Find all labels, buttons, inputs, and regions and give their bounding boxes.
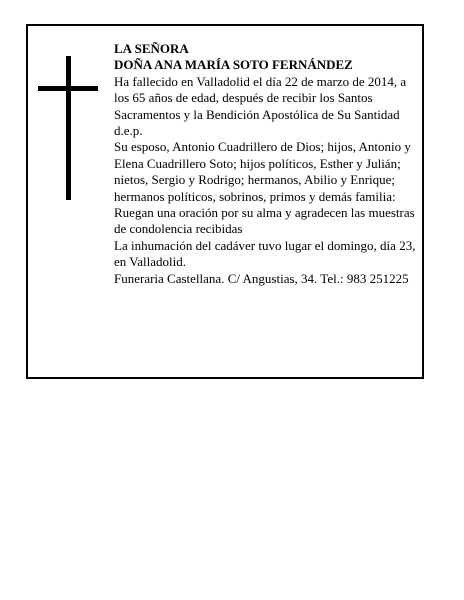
death-announcement: Ha fallecido en Valladolid el día 22 de marzo de 2014, a los 65 años de edad, después de recibir los Santos Sacramentos y la Bendición Apostólica de Su Santidad d.e.p.	[114, 73, 407, 139]
latin-cross-icon	[38, 56, 98, 200]
family-list: Su esposo, Antonio Cuadrillero de Dios; hijos, Antonio y Elena Cuadrillero Soto; hijos políticos, Esther y Julián; nietos, Sergio y Rodrigo; hermanos, Abilio y Enrique; hermanos políticos, sobrinos, primos y demás familia:	[114, 139, 411, 204]
funeral-home-contact: Funeraria Castellana. C/ Angustias, 34. Tel.: 983 251225	[114, 270, 409, 286]
cross-horizontal-bar	[38, 86, 98, 91]
cross-vertical-bar	[66, 56, 71, 200]
deceased-name: DOÑA ANA MARÍA SOTO FERNÁNDEZ	[114, 57, 353, 73]
obituary-notice	[26, 24, 424, 379]
notice-title: LA SEÑORA	[114, 41, 189, 56]
burial-info: La inhumación del cadáver tuvo lugar el domingo, día 23, en Valladolid.	[114, 237, 416, 270]
notice-text	[114, 41, 420, 287]
prayer-request: Ruegan una oración por su alma y agradecen las muestras de condolencia recibidas	[114, 205, 415, 237]
